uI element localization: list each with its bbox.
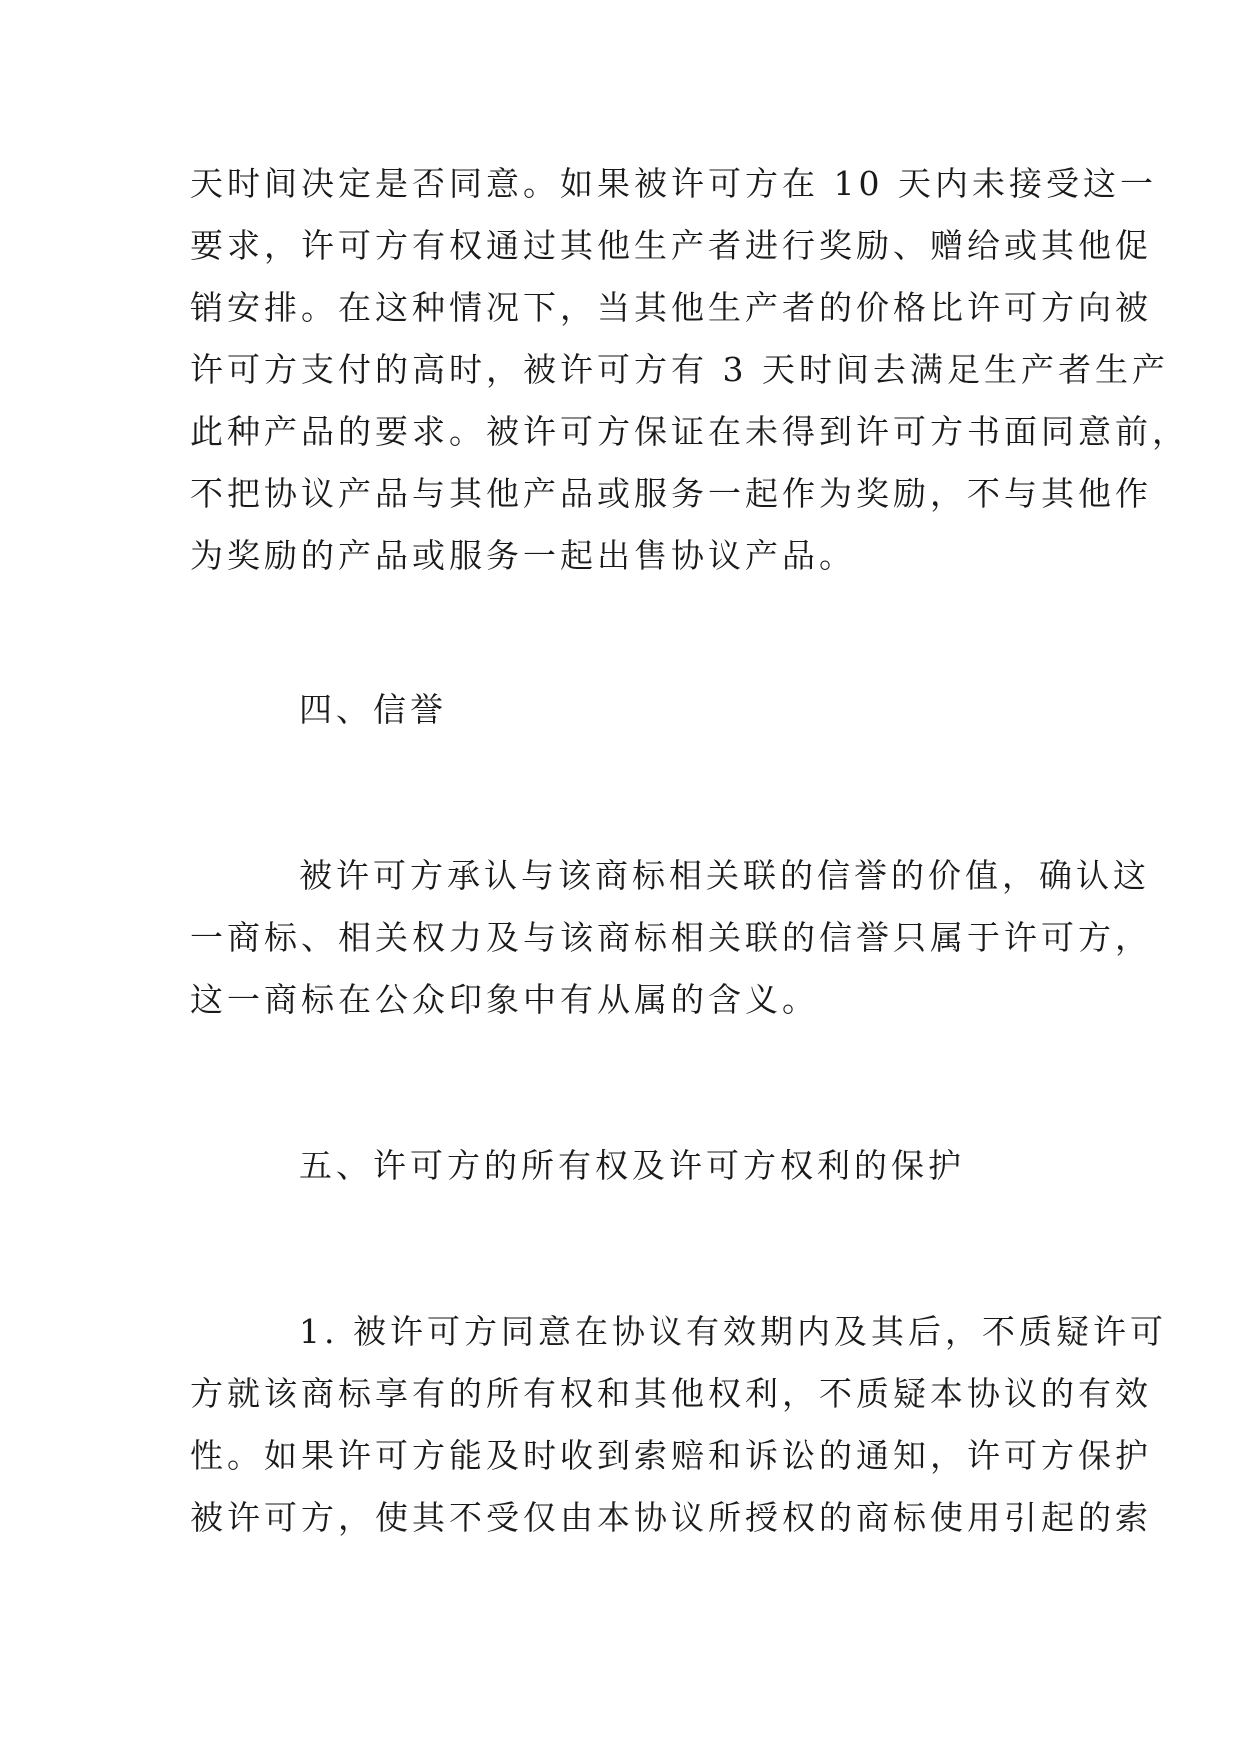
paragraph-line: 为奖励的产品或服务一起出售协议产品。 [190, 536, 856, 575]
paragraph-line: 被许可方，使其不受仅由本协议所授权的商标使用引起的索 [190, 1498, 1152, 1537]
paragraph-line: 销安排。在这种情况下，当其他生产者的价格比许可方向被 [190, 288, 1152, 327]
paragraph-line: 性。如果许可方能及时收到索赔和诉讼的通知，许可方保护 [190, 1436, 1152, 1475]
paragraph-line: 要求，许可方有权通过其他生产者进行奖励、赠给或其他促 [190, 226, 1152, 265]
paragraph-line: 被许可方承认与该商标相关联的信誉的价值，确认这 [299, 856, 1150, 895]
paragraph-line: 此种产品的要求。被许可方保证在未得到许可方书面同意前， [190, 412, 1189, 451]
section-heading: 四、信誉 [299, 690, 447, 729]
paragraph-line: 许可方支付的高时，被许可方有 3 天时间去满足生产者生产 [190, 350, 1169, 389]
paragraph-line: 方就该商标享有的所有权和其他权利，不质疑本协议的有效 [190, 1374, 1152, 1413]
paragraph-line: 一商标、相关权力及与该商标相关联的信誉只属于许可方， [190, 918, 1152, 957]
paragraph-line: 天时间决定是否同意。如果被许可方在 10 天内未接受这一 [190, 164, 1157, 203]
paragraph-line: 不把协议产品与其他产品或服务一起作为奖励，不与其他作 [190, 474, 1152, 513]
paragraph-line: 1. 被许可方同意在协议有效期内及其后，不质疑许可 [299, 1312, 1167, 1351]
paragraph-line: 这一商标在公众印象中有从属的含义。 [190, 980, 819, 1019]
section-heading: 五、许可方的所有权及许可方权利的保护 [299, 1146, 965, 1185]
